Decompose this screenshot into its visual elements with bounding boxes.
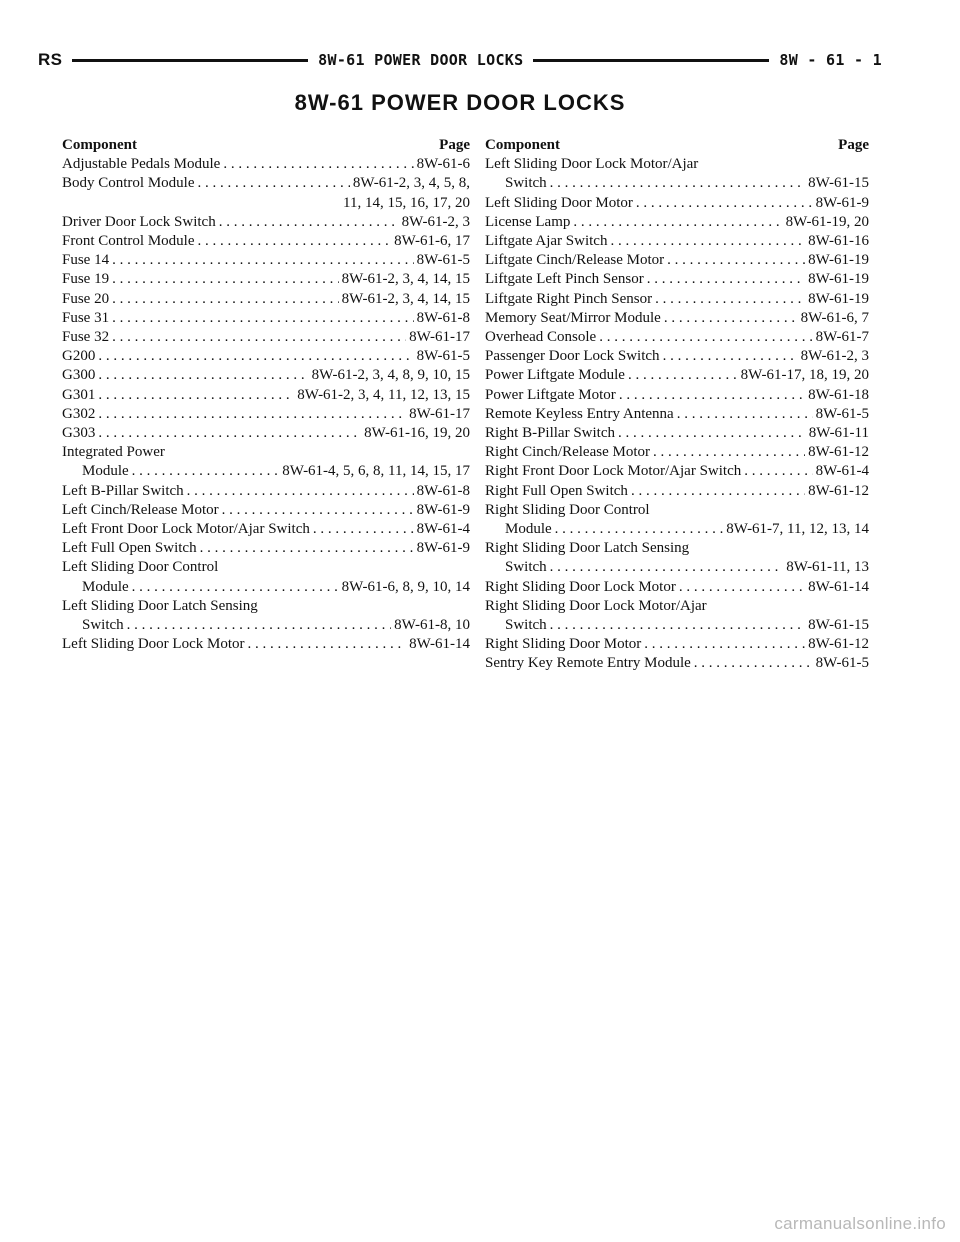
dot-leader (555, 520, 724, 539)
dot-leader (98, 347, 413, 366)
page-reference: 8W-61-14 (409, 636, 470, 653)
component-name: Passenger Door Lock Switch (485, 348, 660, 365)
component-name: License Lamp (485, 213, 571, 230)
component-name: Right Sliding Door Latch Sensing (485, 540, 690, 557)
entry-line (62, 520, 470, 539)
watermark: carmanualsonline.info (774, 1214, 946, 1233)
component-name: G301 (62, 386, 96, 403)
page-reference: 8W-61-11 (808, 425, 869, 442)
entry-line (62, 635, 470, 654)
index-entry (485, 501, 869, 539)
page-reference: 8W-61-9 (416, 540, 470, 557)
component-name: Left Sliding Door Latch Sensing (62, 597, 258, 614)
dot-leader (313, 520, 414, 539)
entry-line (485, 539, 869, 558)
index-column-left (62, 136, 470, 654)
dot-leader (132, 578, 339, 597)
dot-leader (98, 405, 406, 424)
entry-line (62, 155, 470, 174)
page-reference: 8W-61-12 (808, 482, 869, 499)
component-name: Left Cinch/Release Motor (62, 501, 219, 518)
page-reference: 8W-61-15 (808, 175, 869, 192)
column-header (485, 136, 869, 155)
index-entry (485, 213, 869, 232)
component-name: Fuse 20 (62, 290, 110, 307)
entry-line (485, 616, 869, 635)
header-chapter-title: 8W-61 POWER DOOR LOCKS (318, 51, 524, 69)
dot-leader (98, 386, 294, 405)
component-name: Right Cinch/Release Motor (485, 444, 650, 461)
index-entry (62, 405, 470, 424)
page-reference: 8W-61-19, 20 (785, 213, 869, 230)
dot-leader (663, 347, 798, 366)
entry-line (485, 578, 869, 597)
index-entry (62, 635, 470, 654)
page-reference: 8W-61-8 (416, 309, 470, 326)
entry-line (485, 174, 869, 193)
dot-leader (112, 290, 339, 309)
entry-line (62, 213, 470, 232)
dot-leader (677, 405, 813, 424)
dot-leader (599, 328, 812, 347)
running-header (38, 46, 882, 74)
index-entry (62, 251, 470, 270)
index-entry (62, 309, 470, 328)
entry-line (485, 482, 869, 501)
component-name: Memory Seat/Mirror Module (485, 309, 661, 326)
entry-line (485, 520, 869, 539)
entry-line (62, 174, 470, 193)
index-entry (485, 347, 869, 366)
page-reference: 8W-61-18 (808, 386, 869, 403)
entry-line (485, 213, 869, 232)
component-name: Right B-Pillar Switch (485, 425, 616, 442)
index-entry (62, 539, 470, 558)
index-entry (62, 597, 470, 635)
index-entry (485, 290, 869, 309)
page-reference: 8W-61-6, 7 (800, 309, 869, 326)
index-entry (62, 290, 470, 309)
page-reference: 8W-61-17 (409, 329, 470, 346)
entry-line (62, 597, 470, 616)
dot-leader (655, 290, 805, 309)
page-reference: 8W-61-4, 5, 6, 8, 11, 14, 15, 17 (282, 463, 470, 480)
dot-leader (694, 654, 813, 673)
component-name: Power Liftgate Module (485, 367, 625, 384)
component-name: Switch (505, 559, 547, 576)
page-reference: 8W-61-4 (416, 521, 470, 538)
dot-leader (618, 424, 806, 443)
page-reference: 8W-61-19 (808, 290, 869, 307)
index-entry (62, 501, 470, 520)
dot-leader (679, 578, 805, 597)
component-name: Power Liftgate Motor (485, 386, 616, 403)
index-entry (485, 328, 869, 347)
index-entry (485, 482, 869, 501)
component-name: Left Sliding Door Motor (485, 194, 633, 211)
page-reference: 8W-61-2, 3, 4, 8, 9, 10, 15 (311, 367, 470, 384)
dot-leader (644, 635, 805, 654)
entry-line (485, 366, 869, 385)
entry-line (485, 270, 869, 289)
index-entry (485, 405, 869, 424)
component-name: Module (82, 578, 129, 595)
column-header-page: Page (439, 137, 470, 153)
dot-leader (573, 213, 782, 232)
index-column-right (485, 136, 869, 674)
index-entry (485, 270, 869, 289)
index-entry (485, 654, 869, 673)
dot-leader (667, 251, 805, 270)
entry-line (485, 155, 869, 174)
entry-line (62, 462, 470, 481)
page-reference: 8W-61-2, 3 (401, 213, 470, 230)
page-reference: 8W-61-19 (808, 271, 869, 288)
page-reference: 8W-61-9 (815, 194, 869, 211)
entry-line (62, 443, 470, 462)
page-reference: 8W-61-2, 3, 4, 14, 15 (341, 271, 470, 288)
page-reference: 8W-61-14 (808, 578, 869, 595)
component-name: Liftgate Cinch/Release Motor (485, 252, 665, 269)
page-reference: 8W-61-2, 3, 4, 5, 8, (352, 175, 470, 192)
component-name: Front Control Module (62, 233, 195, 250)
dot-leader (98, 424, 361, 443)
entry-line (62, 251, 470, 270)
component-name: Right Sliding Door Control (485, 501, 650, 518)
component-name: G302 (62, 405, 96, 422)
entry-line (485, 309, 869, 328)
page-reference: 8W-61-19 (808, 252, 869, 269)
dot-leader (200, 539, 414, 558)
index-entry (485, 366, 869, 385)
dot-leader (112, 270, 339, 289)
dot-leader (653, 443, 805, 462)
page-reference: 8W-61-8, 10 (394, 617, 470, 634)
entry-line (62, 616, 470, 635)
component-name: Right Full Open Switch (485, 482, 628, 499)
component-name: Fuse 31 (62, 309, 110, 326)
dot-leader (98, 366, 308, 385)
page-reference: 8W-61-2, 3, 4, 14, 15 (341, 290, 470, 307)
component-name: Fuse 19 (62, 271, 110, 288)
entry-line (62, 386, 470, 405)
component-name: Left B-Pillar Switch (62, 482, 184, 499)
index-entry (62, 386, 470, 405)
page-reference: 8W-61-7 (815, 329, 869, 346)
index-entry (62, 366, 470, 385)
dot-leader (198, 232, 392, 251)
dot-leader (247, 635, 406, 654)
index-entry (485, 539, 869, 577)
page-reference: 8W-61-6 (416, 156, 470, 173)
index-entry (62, 558, 470, 596)
entry-line (485, 597, 869, 616)
component-name: G303 (62, 425, 96, 442)
page-reference: 8W-61-17 (409, 405, 470, 422)
entry-line (485, 443, 869, 462)
index-entry (62, 482, 470, 501)
component-name: Switch (505, 617, 547, 634)
page-reference: 8W-61-9 (416, 501, 470, 518)
index-entry (62, 155, 470, 174)
column-header (62, 136, 470, 155)
component-name: Body Control Module (62, 175, 195, 192)
dot-leader (132, 462, 280, 481)
index-entry (62, 520, 470, 539)
component-name: Left Sliding Door Lock Motor (62, 636, 245, 653)
entry-line (485, 501, 869, 520)
component-name: Adjustable Pedals Module (62, 156, 221, 173)
component-name: Module (82, 463, 129, 480)
dot-leader (112, 251, 414, 270)
entry-line (485, 251, 869, 270)
dot-leader (610, 232, 805, 251)
entry-line (62, 482, 470, 501)
entry-line (485, 635, 869, 654)
header-page-number: 8W - 61 - 1 (779, 51, 883, 69)
component-name: Right Sliding Door Lock Motor/Ajar (485, 597, 707, 614)
entry-line (62, 539, 470, 558)
page-reference: 8W-61-16, 19, 20 (364, 425, 470, 442)
dot-leader (619, 386, 805, 405)
dot-leader (187, 482, 414, 501)
index-entry (62, 424, 470, 443)
index-entry (485, 155, 869, 193)
entry-line (62, 424, 470, 443)
component-name: Right Sliding Door Lock Motor (485, 578, 676, 595)
page-reference: 8W-61-5 (416, 348, 470, 365)
index-entry (62, 328, 470, 347)
component-name: Left Sliding Door Control (62, 559, 219, 576)
dot-leader (219, 213, 399, 232)
index-entry (485, 578, 869, 597)
component-name: Left Sliding Door Lock Motor/Ajar (485, 156, 699, 173)
entry-line (62, 347, 470, 366)
page-reference: 8W-61-12 (808, 636, 869, 653)
entry-line (62, 366, 470, 385)
entry-line (485, 290, 869, 309)
entry-line (62, 290, 470, 309)
index-entry (485, 597, 869, 635)
header-rule-left (72, 59, 308, 62)
page-reference: 8W-61-8 (416, 482, 470, 499)
index-entry (485, 424, 869, 443)
entry-line (485, 424, 869, 443)
component-name: Remote Keyless Entry Antenna (485, 405, 674, 422)
component-name: G300 (62, 367, 96, 384)
dot-leader (631, 482, 805, 501)
page-reference: 8W-61-2, 3 (800, 348, 869, 365)
page-reference: 8W-61-6, 8, 9, 10, 14 (341, 578, 470, 595)
component-name: Driver Door Lock Switch (62, 213, 216, 230)
page-reference: 8W-61-17, 18, 19, 20 (740, 367, 869, 384)
header-rule-right (533, 59, 769, 62)
index-entry (62, 443, 470, 481)
index-entry (485, 635, 869, 654)
dot-leader (550, 558, 784, 577)
dot-leader (636, 194, 813, 213)
entry-line (485, 654, 869, 673)
index-entry (485, 194, 869, 213)
entry-line (485, 194, 869, 213)
page-title: 8W-61 POWER DOOR LOCKS (294, 90, 626, 115)
index-entry (485, 251, 869, 270)
index-entry (62, 347, 470, 366)
entry-line (485, 328, 869, 347)
index-entry (485, 232, 869, 251)
page-reference: 8W-61-15 (808, 617, 869, 634)
component-name: Right Front Door Lock Motor/Ajar Switch (485, 463, 742, 480)
dot-leader (744, 462, 812, 481)
component-name: Right Sliding Door Motor (485, 636, 642, 653)
component-name: Overhead Console (485, 329, 597, 346)
component-name: Integrated Power (62, 444, 165, 461)
entry-line (62, 328, 470, 347)
page-reference: 8W-61-7, 11, 12, 13, 14 (726, 521, 869, 538)
component-name: Module (505, 521, 552, 538)
index-entry (62, 174, 470, 212)
component-name: Sentry Key Remote Entry Module (485, 655, 691, 672)
entry-line (485, 232, 869, 251)
entry-line (62, 232, 470, 251)
page-reference: 8W-61-16 (808, 233, 869, 250)
component-name: Fuse 32 (62, 329, 110, 346)
entry-line (62, 270, 470, 289)
entry-line (485, 462, 869, 481)
index-entry (485, 462, 869, 481)
entry-line (485, 347, 869, 366)
column-header-component: Component (62, 137, 138, 153)
dot-leader (112, 309, 414, 328)
entry-line (485, 386, 869, 405)
index-entry (485, 443, 869, 462)
dot-leader (127, 616, 392, 635)
index-entry (485, 309, 869, 328)
component-name: Left Front Door Lock Motor/Ajar Switch (62, 521, 310, 538)
index-entry (485, 386, 869, 405)
component-name: Liftgate Right Pinch Sensor (485, 290, 653, 307)
component-name: Left Full Open Switch (62, 540, 197, 557)
component-name: Switch (505, 175, 547, 192)
index-entry (62, 213, 470, 232)
page-reference: 8W-61-11, 13 (786, 559, 869, 576)
dot-leader (112, 328, 406, 347)
dot-leader (664, 309, 798, 328)
header-left: RS (38, 50, 63, 69)
component-name: Liftgate Left Pinch Sensor (485, 271, 644, 288)
entry-line (62, 501, 470, 520)
dot-leader (550, 616, 806, 635)
dot-leader (222, 501, 414, 520)
entry-line (62, 405, 470, 424)
page-reference: 8W-61-4 (815, 463, 869, 480)
page-reference: 8W-61-5 (416, 252, 470, 269)
entry-line (62, 558, 470, 577)
dot-leader (647, 270, 805, 289)
component-name: Switch (82, 617, 124, 634)
page-reference: 8W-61-5 (815, 405, 869, 422)
entry-line (485, 558, 869, 577)
dot-leader (550, 174, 806, 193)
page-reference: 8W-61-5 (815, 655, 869, 672)
component-name: G200 (62, 348, 96, 365)
dot-leader (628, 366, 738, 385)
entry-line (62, 578, 470, 597)
index-entry (62, 270, 470, 289)
entry-line (485, 405, 869, 424)
component-name: Fuse 14 (62, 252, 110, 269)
dot-leader (198, 174, 350, 193)
index-entry (62, 232, 470, 251)
page-reference: 8W-61-12 (808, 444, 869, 461)
page-reference: 8W-61-6, 17 (394, 233, 470, 250)
page-reference-continued: 11, 14, 15, 16, 17, 20 (343, 194, 470, 211)
column-header-component: Component (485, 137, 561, 153)
page-reference: 8W-61-2, 3, 4, 11, 12, 13, 15 (297, 386, 470, 403)
component-name: Liftgate Ajar Switch (485, 233, 608, 250)
dot-leader (223, 155, 413, 174)
column-header-page: Page (838, 137, 869, 153)
entry-line (62, 309, 470, 328)
